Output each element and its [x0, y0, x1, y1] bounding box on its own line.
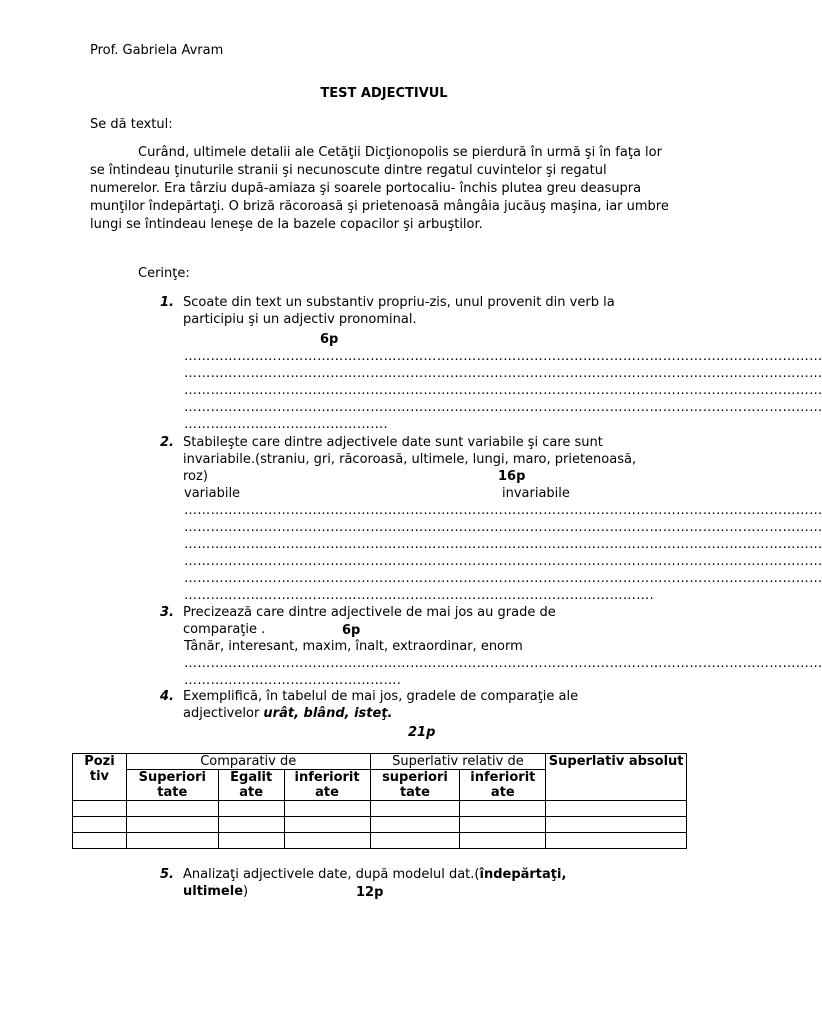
q4-adjectives: urât, blând, isteţ. — [263, 706, 393, 721]
subheader-comp-egalitate: Egalit ate — [218, 770, 284, 801]
q4-instruction: Exemplifică, în tabelul de mai jos, gradele de comparaţie ale adjectivelor — [183, 689, 579, 721]
q1-text: Scoate din text un substantiv propriu-zis, unul provenit din verb la participiu şi un adjectiv pronominal. — [183, 295, 615, 327]
q1-answer-line: ……………………………………………………………………………………………………………………………… — [184, 349, 822, 364]
table-row — [73, 817, 687, 833]
subheader-comp-superioritate: Superiori tate — [126, 770, 218, 801]
table-cell[interactable] — [460, 833, 546, 849]
q1-number: 1. — [160, 295, 174, 310]
header-superlativ-relativ: Superlativ relativ de — [370, 754, 546, 770]
passage-text: Curând, ultimele detalii ale Cetăţii Dicţionopolis se pierdură în urmă şi în faţa lor se întindeau ţinuturile stranii şi necunoscute dintre regatul cuvintelor şi regatul numerelor. Era târziu după-amiaza şi soarele portocaliu- închis plutea greu deasupra munţilor îndepărtaţi. O briză răcoroasă şi prietenoasă mângâia jucăuş maşina, iar umbre lungi se întindeau leneşe de la bazele copacilor şi arbuştilor. — [90, 145, 669, 232]
table-cell[interactable] — [546, 833, 687, 849]
q5-text — [183, 866, 623, 900]
q5-number: 5. — [160, 867, 174, 882]
table-cell[interactable] — [218, 801, 284, 817]
table-row — [73, 801, 687, 817]
subheader-comp-inferioritate: inferiorit ate — [284, 770, 370, 801]
q3-points: 6p — [342, 623, 361, 638]
q3-word-list: Tânăr, interesant, maxim, înalt, extraordinar, enorm — [184, 639, 523, 654]
intro-text: Se dă textul: — [90, 117, 173, 132]
q2-col-invariable: invariabile — [502, 486, 570, 501]
table-cell[interactable] — [546, 801, 687, 817]
q1-answer-line: ……………………………………………………………………………………………………………………………… — [184, 400, 822, 415]
q3-answer-line-last: …………………………………………. — [184, 673, 402, 688]
table-cell[interactable] — [546, 817, 687, 833]
page-title: TEST ADJECTIVUL — [320, 86, 448, 101]
subheader-rel-inferioritate: inferiorit ate — [460, 770, 546, 801]
q2-answer-line: ……………………………………………………………………………………………………………………………… — [184, 537, 822, 552]
table-cell[interactable] — [73, 833, 127, 849]
comparison-grades-table — [72, 753, 687, 849]
table-cell[interactable] — [284, 801, 370, 817]
table-cell[interactable] — [370, 833, 460, 849]
q1-answer-line: ……………………………………………………………………………………………………………………………… — [184, 366, 822, 381]
requirements-label: Cerinţe: — [138, 266, 190, 281]
q5-instruction: Analizaţi adjectivele date, după modelul dat.( — [183, 867, 480, 882]
author-name: Prof. Gabriela Avram — [90, 43, 224, 58]
table-cell[interactable] — [460, 801, 546, 817]
header-comparativ: Comparativ de — [126, 754, 370, 770]
table-cell[interactable] — [284, 817, 370, 833]
table-cell[interactable] — [218, 833, 284, 849]
table-cell[interactable] — [460, 817, 546, 833]
q4-text — [183, 688, 623, 722]
subheader-rel-superioritate: superiori tate — [370, 770, 460, 801]
q2-answer-line-last: ……………………………………………………………………………………………. — [184, 588, 654, 603]
q2-answer-line: ……………………………………………………………………………………………………………………………… — [184, 520, 822, 535]
q4-number: 4. — [160, 689, 174, 704]
q2-answer-line: ……………………………………………………………………………………………………………………………… — [184, 571, 822, 586]
q5-close-paren: ) — [243, 884, 249, 899]
q2-answer-line: ……………………………………………………………………………………………………………………………… — [184, 554, 822, 569]
q4-points: 21p — [408, 725, 436, 740]
table-cell[interactable] — [73, 801, 127, 817]
q1-answer-line: ……………………………………………………………………………………………………………………………… — [184, 383, 822, 398]
q1-answer-line-last: ………………………………………. — [184, 417, 388, 432]
q5-points: 12p — [356, 885, 384, 900]
table-cell[interactable] — [370, 817, 460, 833]
table-row — [73, 833, 687, 849]
q2-number: 2. — [160, 435, 174, 450]
table-cell[interactable] — [73, 817, 127, 833]
q1-points: 6p — [320, 332, 339, 347]
header-pozitiv: Pozi tiv — [73, 754, 127, 801]
table-cell[interactable] — [126, 801, 218, 817]
q2-answer-line: ……………………………………………………………………………………………………………………………… — [184, 503, 822, 518]
q3-text: Precizează care dintre adjectivele de mai jos au grade de comparaţie . — [183, 605, 556, 637]
q3-answer-line: ……………………………………………………………………………………………………………………………… — [184, 656, 822, 671]
header-superlativ-absolut: Superlativ absolut — [546, 754, 687, 801]
table-cell[interactable] — [126, 817, 218, 833]
table-cell[interactable] — [370, 801, 460, 817]
q2-text: Stabileşte care dintre adjectivele date sunt variabile şi care sunt invariabile.(straniu, gri, răcoroasă, ultimele, lungi, maro, prietenoasă, roz) — [183, 435, 637, 484]
table-cell[interactable] — [284, 833, 370, 849]
table-cell[interactable] — [218, 817, 284, 833]
q5-bold-words: îndepărtaţi, ultimele — [183, 867, 567, 899]
q2-col-variable: variabile — [184, 486, 241, 501]
q2-points: 16p — [498, 469, 526, 484]
table-cell[interactable] — [126, 833, 218, 849]
q3-number: 3. — [160, 605, 174, 620]
